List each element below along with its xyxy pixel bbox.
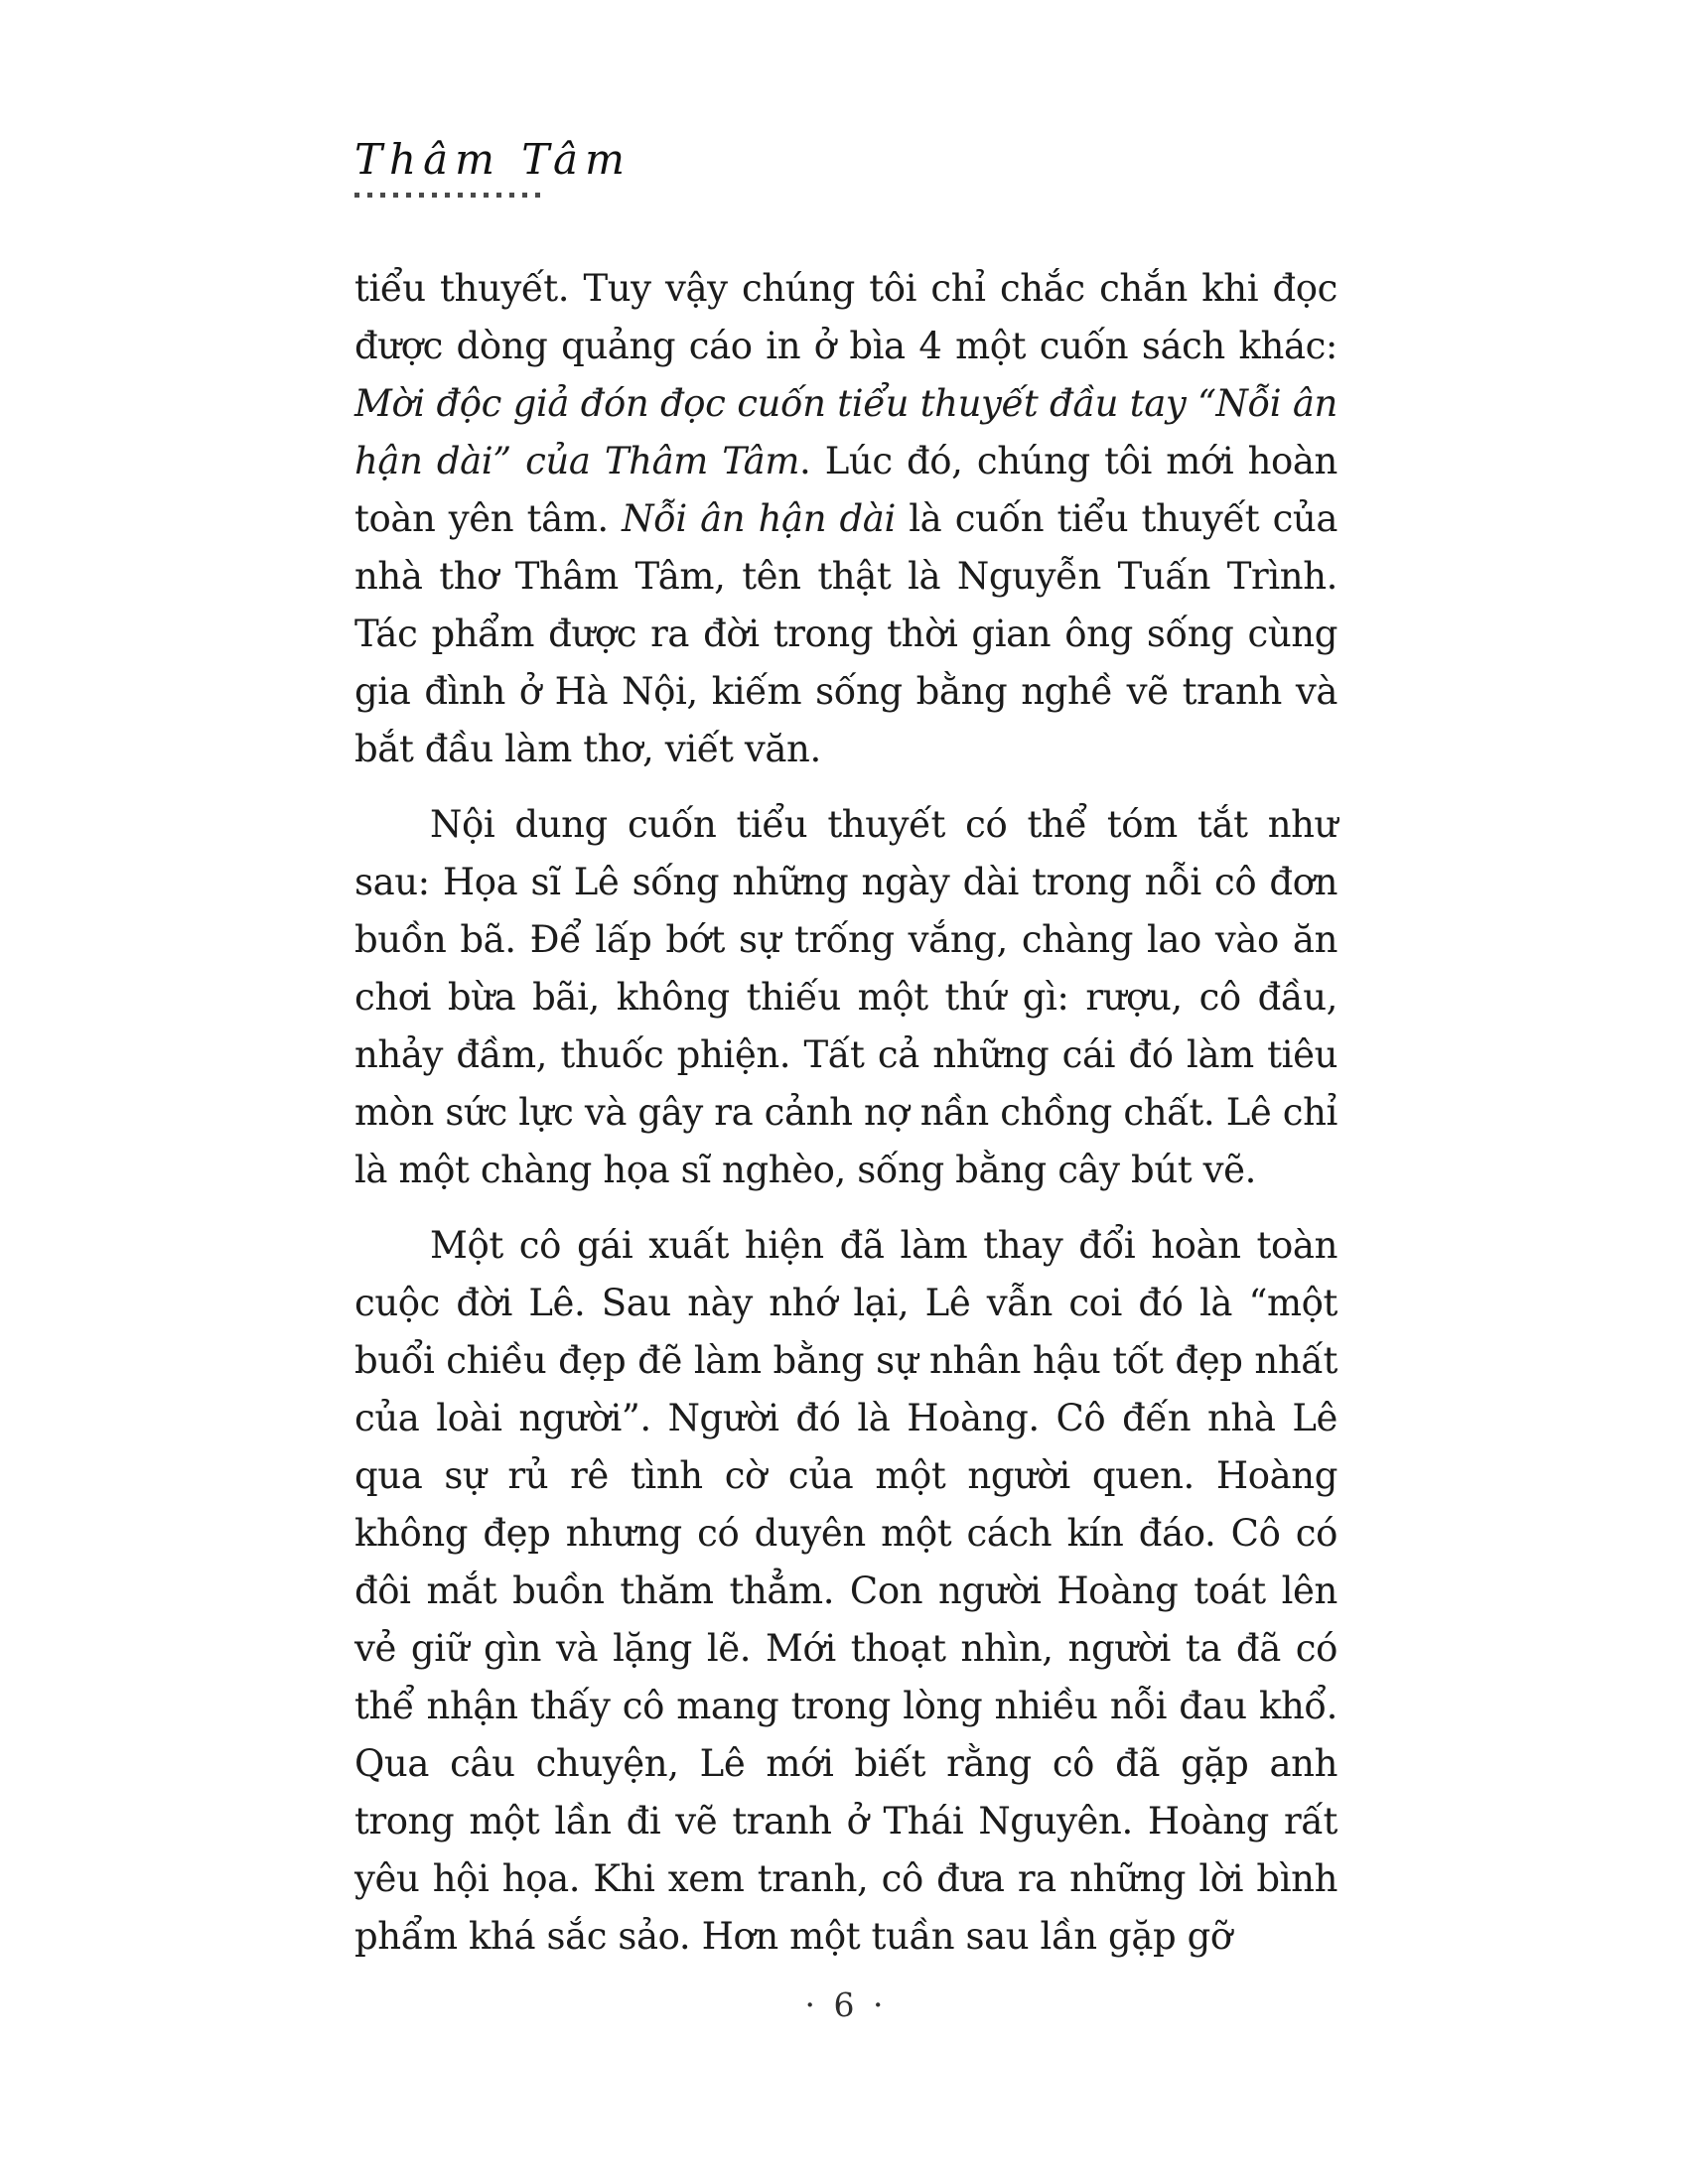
page-body bbox=[354, 260, 1337, 1966]
paragraph bbox=[354, 1217, 1337, 1966]
paragraph bbox=[354, 796, 1337, 1199]
text-segment: là cuốn tiểu thuyết của nhà thơ Thâm Tâm, tên thật là Nguyễn Tuấn Trình. Tác phẩm được ra đời trong thời gian ông sống cùng gia đình ở Hà Nội, kiếm sống bằng nghề vẽ tranh và bắt đầu làm thơ, viết văn. bbox=[354, 497, 1337, 770]
text-segment: Một cô gái xuất hiện đã làm thay đổi hoàn toàn cuộc đời Lê. Sau này nhớ lại, Lê vẫn coi đó là “một buổi chiều đẹp đẽ làm bằng sự nhân hậu tốt đẹp nhất của loài người”. Người đó là Hoàng. Cô đến nhà Lê qua sự rủ rê tình cờ của một người quen. Hoàng không đẹp nhưng có duyên một cách kín đáo. Cô có đôi mắt buồn thăm thẳm. Con người Hoàng toát lên vẻ giữ gìn và lặng lẽ. Mới thoạt nhìn, người ta đã có thể nhận thấy cô mang trong lòng nhiều nỗi đau khổ. Qua câu chuyện, Lê mới biết rằng cô đã gặp anh trong một lần đi vẽ tranh ở Thái Nguyên. Hoàng rất yêu hội họa. Khi xem tranh, cô đưa ra những lời bình phẩm khá sắc sảo. Hơn một tuần sau lần gặp gỡ bbox=[354, 1224, 1337, 1958]
dotted-rule bbox=[354, 193, 545, 198]
text-segment: Nội dung cuốn tiểu thuyết có thể tóm tắt như sau: Họa sĩ Lê sống những ngày dài trong nỗi cô đơn buồn bã. Để lấp bớt sự trống vắng, chàng lao vào ăn chơi bừa bãi, không thiếu một thứ gì: rượu, cô đầu, nhảy đầm, thuốc phiện. Tất cả những cái đó làm tiêu mòn sức lực và gây ra cảnh nợ nần chồng chất. Lê chỉ là một chàng họa sĩ nghèo, sống bằng cây bút vẽ. bbox=[354, 803, 1337, 1191]
text-segment-italic: Mời độc giả đón đọc cuốn tiểu thuyết đầu tay “Nỗi ân hận dài” của Thâm Tâm bbox=[354, 382, 1337, 482]
text-segment-italic: Nỗi ân hận dài bbox=[622, 497, 896, 540]
page-number: · 6 · bbox=[804, 1985, 888, 2024]
page-header bbox=[354, 135, 632, 198]
paragraph bbox=[354, 260, 1337, 778]
text-segment: . Lúc đó, chúng tôi mới hoàn toàn yên tâm. bbox=[354, 440, 1337, 540]
text-segment: tiểu thuyết. Tuy vậy chúng tôi chỉ chắc chắn khi đọc được dòng quảng cáo in ở bìa 4 một cuốn sách khác: bbox=[354, 267, 1337, 367]
running-head: Thâm Tâm bbox=[354, 135, 632, 184]
